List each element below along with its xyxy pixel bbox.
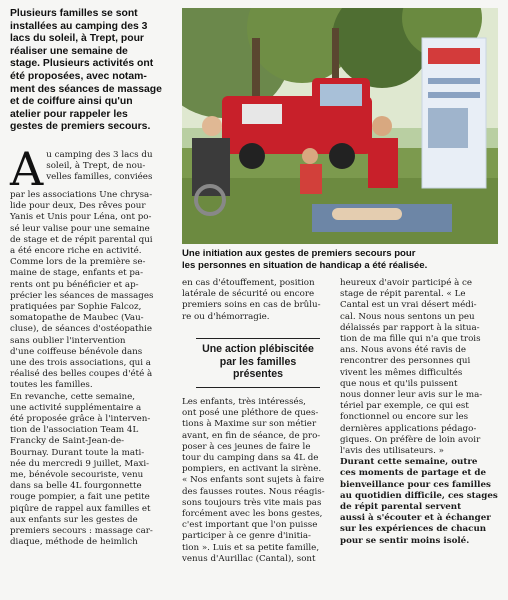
text-line: stage de répit parental. « Le — [340, 289, 466, 300]
text-line: nous donner leur avis sur le ma- — [340, 390, 483, 401]
text-line: que nous et qu'ils puissent — [340, 378, 458, 389]
text-line: rents ont pu bénéficier et ap- — [10, 279, 139, 290]
text-line: précier les séances de massages — [10, 290, 154, 301]
text-line: a été encore riche en activité. — [10, 246, 142, 257]
text-line: par les associations Une chrysa- — [10, 190, 153, 200]
subhead-top-rule — [196, 338, 320, 339]
text-line: rouge pompier, a fait une petite — [10, 492, 150, 503]
text-line: dernières applications pédago- — [340, 423, 477, 434]
text-line: velles familles, conviées — [46, 172, 153, 183]
text-line: pour se sentir moins isolé. — [340, 535, 470, 546]
first-aid-scene-illustration — [182, 8, 498, 244]
text-line: de répit parental servent — [340, 502, 462, 513]
text-line: u camping des 3 lacs du — [46, 150, 153, 160]
text-line: Yanis et Unis pour Léna, ont po- — [10, 212, 152, 223]
lead-line: ment des séances de massage — [10, 83, 162, 95]
text-line: réalisé des belles coupes d'été à — [10, 369, 153, 380]
lead-line: été proposées, avec notam- — [10, 70, 147, 82]
lead-line: et de coiffure ainsi qu'un — [10, 96, 133, 108]
lead-line: réaliser une semaine de — [10, 45, 128, 57]
photo-caption — [182, 248, 500, 272]
lead-line: atelier pour rappeler les — [10, 108, 128, 120]
text-line: cluse), de séances d'ostéopathie — [10, 324, 153, 335]
text-line: fonctionnel ou encore sur les — [340, 412, 469, 423]
text-line: sans oublier l'intervention — [10, 335, 126, 346]
text-line: rencontrer des personnes qui — [340, 356, 471, 367]
text-line: sur les expériences de chacun — [340, 524, 487, 535]
text-line: Bournay. Durant toute la mati- — [10, 447, 145, 458]
caption-line: les personnes en situation de handicap a été réalisée. — [182, 260, 428, 271]
text-line: tion de ma fille qui n'a que trois — [340, 334, 481, 345]
text-line: au quotidien difficile, ces stages — [340, 490, 498, 501]
text-line: tions à Maxime sur son métier — [182, 419, 317, 430]
text-line: aussi à s'écouter et à échanger — [340, 513, 491, 524]
text-line: lide pour deux, Des rêves pour — [10, 201, 146, 212]
text-line: dans sa belle 4L fourgonnette — [10, 481, 142, 492]
text-line: l'avis des utilisateurs. » — [340, 446, 444, 457]
text-line: ces moments de partage et de — [340, 468, 487, 479]
lead-line: gestes de premiers secours. — [10, 121, 151, 133]
article-column-2-continued — [182, 397, 334, 565]
text-line: maine de stage, enfants et pa- — [10, 268, 144, 279]
text-line: En revanche, cette semaine, — [10, 391, 135, 402]
text-line: été proposée grâce à l'interven- — [10, 414, 151, 425]
article-column-1 — [10, 142, 177, 549]
article-lead — [10, 8, 174, 134]
text-line: sons toujours très vite mais pas — [182, 497, 322, 508]
text-line: ont posé une pléthore de ques- — [182, 408, 319, 419]
lead-line: lacs du soleil, à Trept, pour — [10, 33, 144, 45]
text-line: vivent les mêmes difficultés — [340, 367, 463, 378]
drop-cap: A — [10, 142, 44, 196]
text-line: une activité supplémentaire a — [10, 402, 142, 413]
text-line: une des trois associations, qui a — [10, 358, 151, 369]
text-line: participer à ce genre d'initia- — [182, 531, 311, 542]
text-line: venus d'Aurillac (Cantal), sont — [182, 553, 316, 564]
text-line: pratiquées par Sophie Falcoz, — [10, 302, 142, 313]
text-line: délaissés par rapport à la situa- — [340, 322, 480, 333]
text-line: toutes les familles. — [10, 380, 93, 391]
subhead-line: Une action plébiscitée — [202, 343, 314, 355]
text-line: avant, en fin de séance, de pro- — [182, 430, 321, 441]
lead-line: stage. Plusieurs activités ont — [10, 58, 154, 70]
lead-line: Plusieurs familles se sont — [10, 8, 138, 19]
text-line: diaque, méthode de heimlich — [10, 537, 138, 548]
text-line: me, bénévole secouriste, venu — [10, 470, 144, 481]
text-line: giques. On préfère de loin avoir — [340, 434, 481, 445]
text-line: ans. Nous avons été ravis de — [340, 345, 467, 356]
text-line: des fausses routes. Nous réagis- — [182, 486, 325, 497]
text-line: re ou d'hémorragie. — [182, 311, 270, 322]
text-line: Les enfants, très intéressés, — [182, 397, 306, 407]
section-subheading — [182, 343, 334, 381]
text-line: sé leur valise pour une semaine — [10, 223, 150, 234]
article-column-2 — [182, 278, 334, 323]
article-photo — [182, 8, 498, 244]
caption-line: Une initiation aux gestes de premiers secours pour — [182, 248, 416, 259]
text-line: piqûre de rappel aux familles et — [10, 503, 151, 514]
text-line: tion ». Luis et sa petite famille, — [182, 542, 320, 553]
text-line: premiers secours : massage car- — [10, 526, 153, 537]
text-line: c'est important que l'on puisse — [182, 520, 318, 531]
subhead-line: présentes — [232, 368, 284, 381]
text-line: aux enfants sur les gestes de — [10, 514, 138, 525]
text-line: Comme lors de la première se- — [10, 257, 146, 268]
text-line: de stage et de répit parental qui — [10, 234, 153, 245]
column-1-body — [10, 190, 177, 549]
text-line: somatopathe de Maubec (Vau- — [10, 313, 144, 324]
subhead-line: par les familles — [219, 355, 297, 368]
text-line: latérale de sécurité ou encore — [182, 289, 315, 300]
text-line: tériel par exemple, ce qui est — [340, 401, 469, 412]
text-line: poser à ces jeunes de faire le — [182, 441, 311, 452]
text-line: en cas d'étouffement, position — [182, 278, 315, 288]
text-line: tion de l'association Team 4L — [10, 425, 139, 436]
article-column-3 — [340, 278, 502, 547]
subhead-bottom-rule — [196, 387, 320, 388]
lead-line: installées au camping des 3 — [10, 20, 148, 32]
text-line: forcément avec les bons gestes, — [182, 509, 323, 520]
text-line: Francky de Saint-Jean-de- — [10, 436, 125, 447]
text-line: cal. Nous nous sentons un peu — [340, 311, 475, 322]
text-line: soleil, à Trept, de nou- — [46, 161, 146, 172]
text-line: pompiers, en activant la sirène. — [182, 464, 322, 475]
text-line: Cantal est un vrai désert médi- — [340, 300, 477, 311]
text-line: heureux d'avoir participé à ce — [340, 278, 473, 288]
text-line: bienveillance pour ces familles — [340, 479, 491, 490]
text-line: Durant cette semaine, outre — [340, 457, 478, 468]
text-line: tour du camping dans sa 4L de — [182, 453, 319, 464]
text-line: née du mercredi 9 juillet, Maxi- — [10, 458, 150, 469]
text-line: premiers soins en cas de brûlu- — [182, 300, 321, 311]
text-line: d'une coiffeuse bénévole dans — [10, 346, 143, 357]
text-line: « Nos enfants sont sujets à faire — [182, 475, 325, 486]
